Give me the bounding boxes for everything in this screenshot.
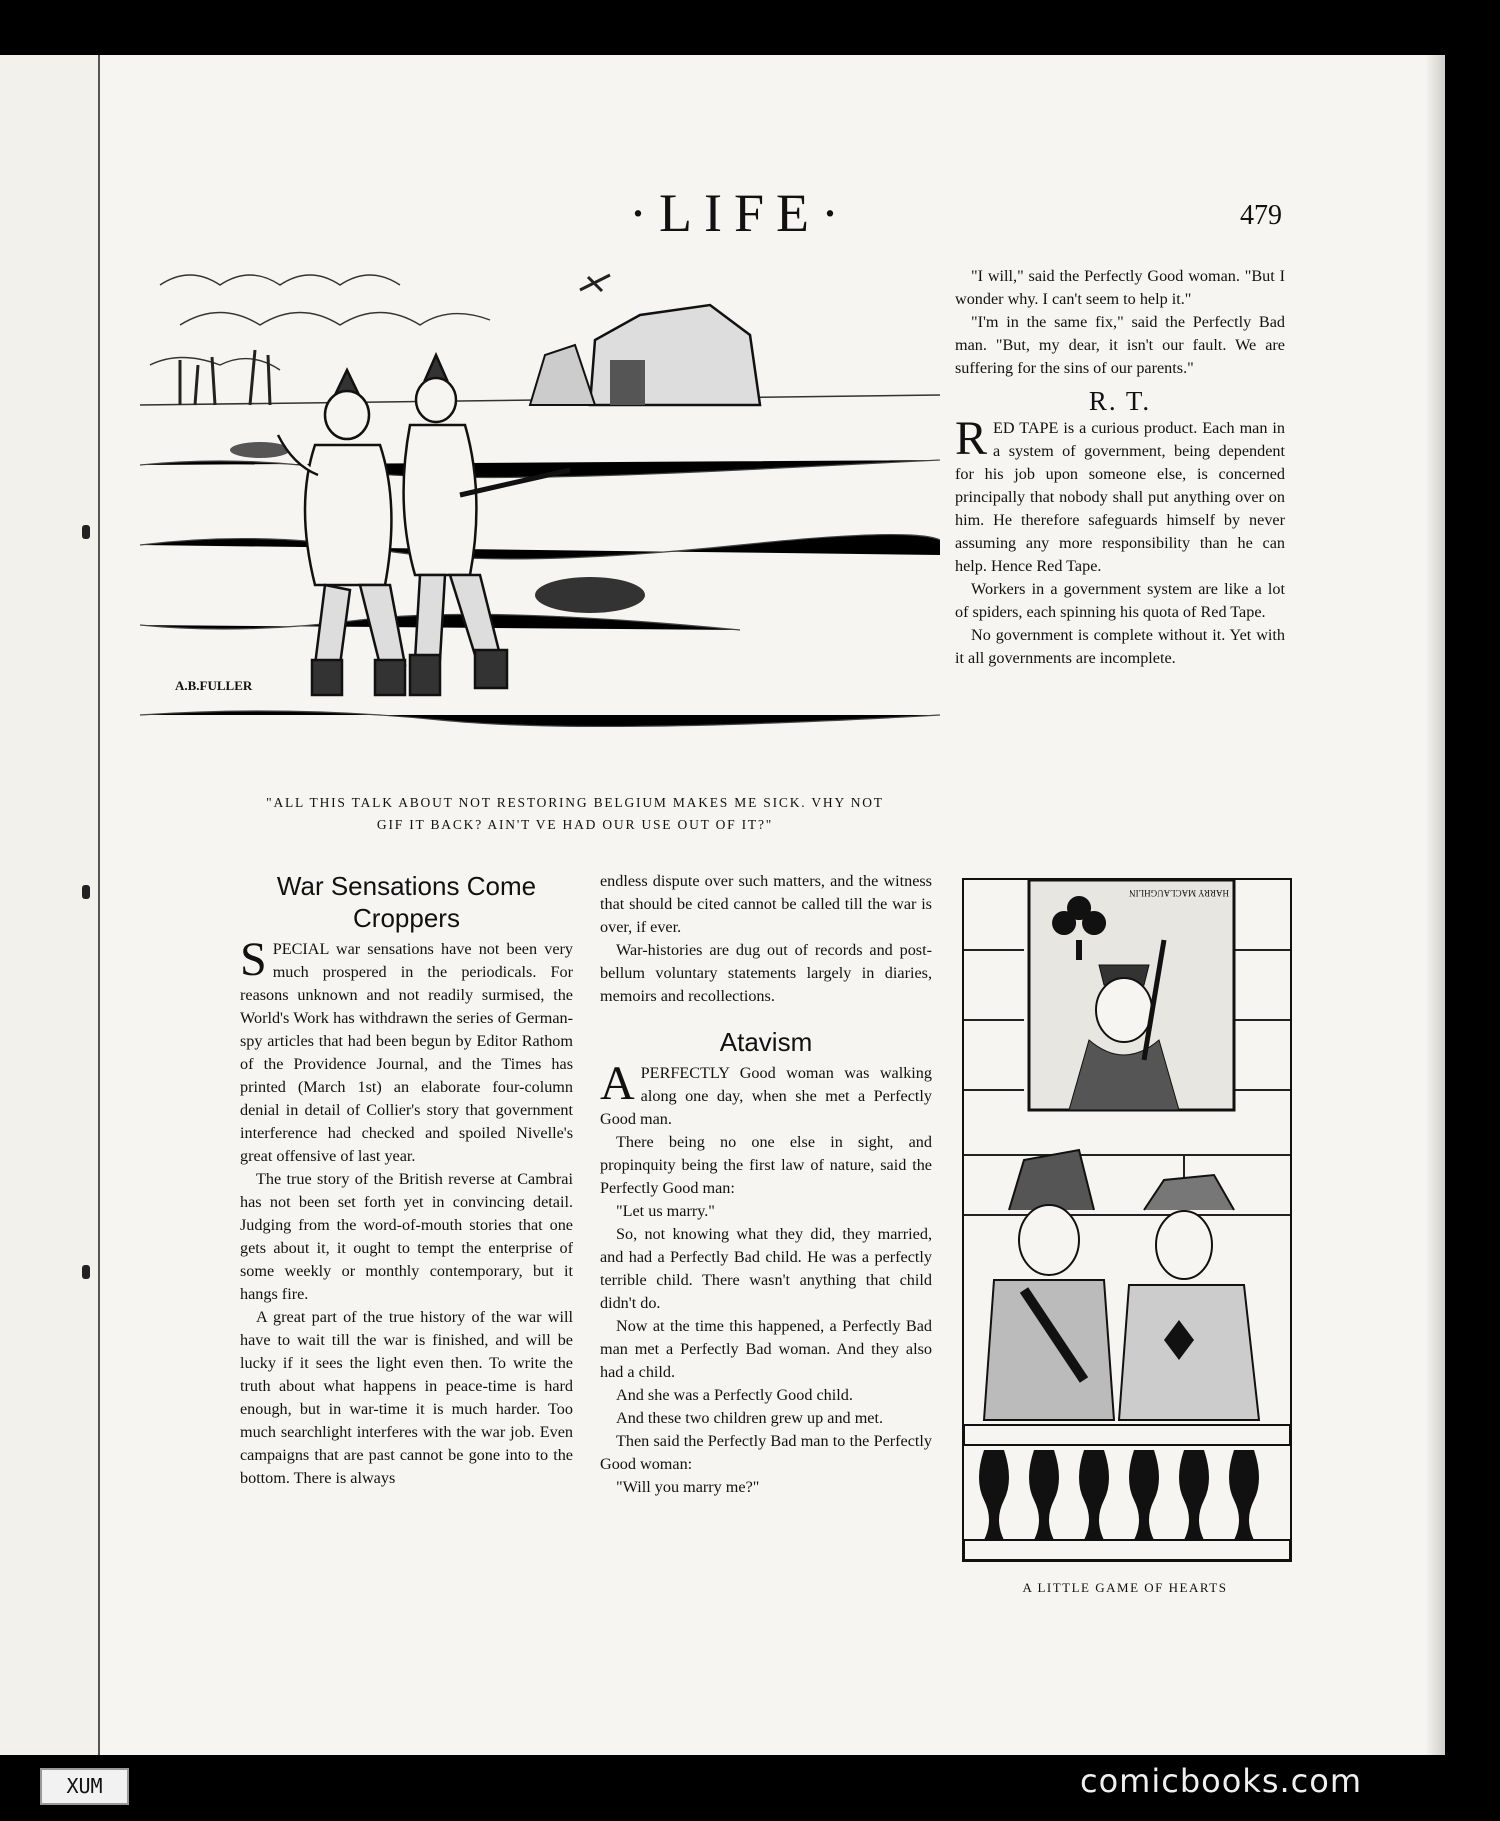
archive-tag: XUM <box>40 1768 129 1805</box>
page-number: 479 <box>1240 200 1282 231</box>
binding-mark <box>82 885 90 899</box>
paragraph: No government is complete without it. Yet with it all governments are incomplete. <box>955 626 1285 667</box>
book-spine <box>0 55 100 1755</box>
paragraph: Then said the Perfectly Bad man to the Perfectly Good woman: <box>600 1432 932 1473</box>
column-2 <box>600 870 932 1499</box>
paragraph: A great part of the true history of the war will have to wait till the war is finished, and will be lucky if it sees the light even then. To write the truth about what happens in peace-time is hard enough, but in war-time it is much harder. Too much searchlight interferes with the war job. Even campaigns that are past cannot be gone into to the bottom. There is always <box>240 1308 573 1487</box>
article-title <box>240 870 573 934</box>
paragraph: There being no one else in sight, and propinquity being the first law of nature, said the Perfectly Good man: <box>600 1133 932 1197</box>
column-1 <box>240 870 573 1490</box>
paragraph <box>955 412 1285 578</box>
binding-mark <box>82 1265 90 1279</box>
paragraph-text: PECIAL war sensations have not been very much prospered in the periodicals. For reasons unknown and not readily surmised, the World's Work has withdrawn the series of German-spy articles that had been begun by Editor Rathom of the Providence Journal, and the Times has printed (March 1st) an elaborate four-column denial in detail of Collier's story that government interference had checked and spoiled Nivelle's great offensive of last year. <box>240 940 573 1165</box>
drop-cap: S <box>240 933 267 986</box>
page-edge-shadow <box>1425 55 1445 1755</box>
binding-mark <box>82 525 90 539</box>
illustration-signature: HARRY MACLAUGHLIN <box>1129 888 1229 898</box>
drop-cap: A <box>600 1057 635 1110</box>
paragraph <box>240 933 573 1168</box>
paragraph: "Let us marry." <box>616 1202 715 1220</box>
magazine-title: ·LIFE· <box>629 183 851 243</box>
caption-line: GIF IT BACK? AIN'T VE HAD OUR USE OUT OF IT?" <box>376 817 774 832</box>
paragraph: "Will you marry me?" <box>616 1478 760 1496</box>
illustration-caption: A LITTLE GAME OF HEARTS <box>1022 1580 1228 1595</box>
paragraph: So, not knowing what they did, they married, and had a Perfectly Bad child. He was a perfectly terrible child. There wasn't anything that child didn't do. <box>600 1225 932 1312</box>
cartoon-signature: A.B.FULLER <box>175 678 253 693</box>
caption-line: "ALL THIS TALK ABOUT NOT RESTORING BELGIUM MAKES ME SICK. VHY NOT <box>266 795 884 810</box>
paragraph: Workers in a government system are like a lot of spiders, each spinning his quota of Red Tape. <box>955 580 1285 621</box>
title-line: War Sensations Come <box>276 871 537 901</box>
column-3 <box>955 265 1285 670</box>
paragraph: The true story of the British reverse at Cambrai has not been set forth yet in convincing detail. Judging from the word-of-mouth stories that one gets about it, it ought to tempt the enterprise of some weekly or monthly contemporary, but it hangs fire. <box>240 1170 573 1303</box>
paragraph-text: ED TAPE is a curious product. Each man in a system of government, being dependent for his job upon someone else, is concerned principally that nobody shall put anything over on him. He therefore safeguards himself by never assuming any more responsibility than he can help. Hence Red Tape. <box>955 419 1285 575</box>
paragraph: And these two children grew up and met. <box>616 1409 884 1427</box>
paragraph: And she was a Perfectly Good child. <box>616 1386 853 1404</box>
site-watermark: comicbooks.com <box>1080 1762 1363 1800</box>
war-cartoon-illustration <box>140 265 940 775</box>
playing-cards-illustration <box>962 878 1292 1562</box>
paragraph-text: PERFECTLY Good woman was walking along one day, when she met a Perfectly Good man. <box>600 1064 932 1128</box>
cartoon-caption <box>240 792 910 836</box>
drop-cap: R <box>955 412 988 465</box>
article-title: R. T. <box>1088 386 1152 416</box>
paragraph: endless dispute over such matters, and the witness that should be cited cannot be called till the war is over, if ever. <box>600 872 932 936</box>
paragraph: War-histories are dug out of records and post-bellum voluntary statements largely in diaries, memoirs and recollections. <box>600 941 932 1005</box>
title-line: Croppers <box>353 903 460 933</box>
paragraph: "I'm in the same fix," said the Perfectly Bad man. "But, my dear, it isn't our fault. We are suffering for the sins of our parents." <box>955 313 1285 377</box>
paragraph: "I will," said the Perfectly Good woman. "But I wonder why. I can't seem to help it." <box>955 267 1285 308</box>
paragraph: Now at the time this happened, a Perfectly Bad man met a Perfectly Bad woman. And they also had a child. <box>600 1317 932 1381</box>
article-title: Atavism <box>719 1027 813 1057</box>
paragraph <box>600 1057 932 1131</box>
